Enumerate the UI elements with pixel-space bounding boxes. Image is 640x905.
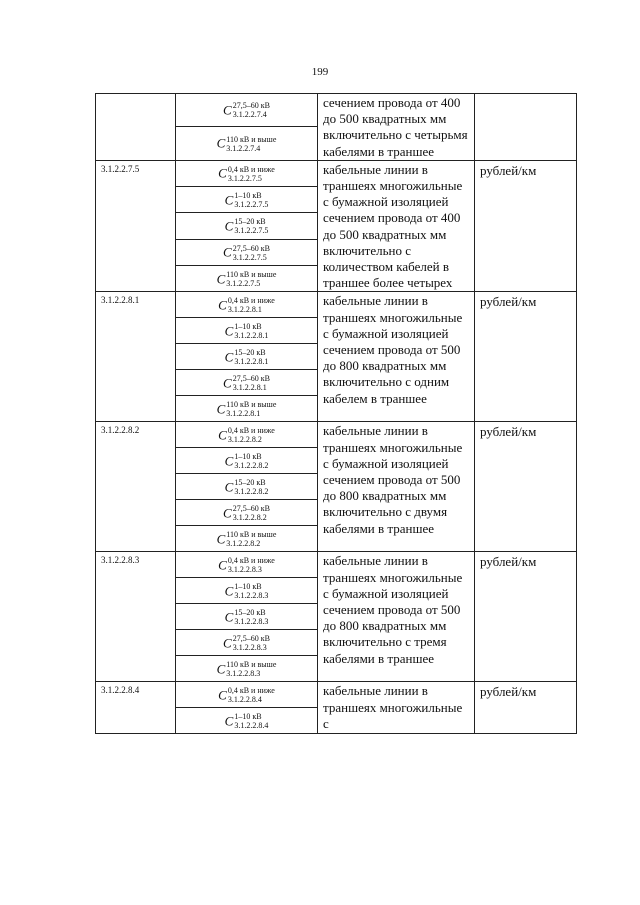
rate-formula bbox=[218, 164, 275, 182]
rate-letter: C bbox=[218, 297, 227, 313]
rate-symbol bbox=[176, 630, 318, 656]
rate-letter: C bbox=[223, 375, 232, 391]
rate-index: 3.1.2.2.8.3 bbox=[226, 669, 261, 679]
rate-symbol bbox=[176, 187, 318, 213]
row-description: кабельные линии в траншеях многожильные с бумажной изоляцией сечением провода от 400 до 500 квадратных мм включительно с количеством кабелей в траншее более четырех bbox=[318, 160, 475, 292]
rate-index: 3.1.2.2.8.3 bbox=[234, 591, 269, 601]
rate-index: 3.1.2.2.8.4 bbox=[227, 695, 262, 705]
row-code: 3.1.2.2.8.4 bbox=[96, 682, 176, 734]
rate-formula bbox=[225, 478, 269, 496]
rate-symbol bbox=[176, 239, 318, 265]
table-body bbox=[96, 94, 577, 734]
page-number: 199 bbox=[311, 66, 329, 78]
rate-formula bbox=[218, 686, 275, 704]
rate-formula bbox=[223, 243, 270, 261]
rate-index: 3.1.2.2.7.5 bbox=[234, 199, 269, 209]
row-code: 3.1.2.2.7.5 bbox=[96, 160, 176, 292]
voltage-class: 0,4 кВ и ниже bbox=[227, 296, 275, 306]
row-code: 3.1.2.2.8.1 bbox=[96, 292, 176, 422]
rate-symbol bbox=[176, 396, 318, 422]
rate-formula bbox=[225, 608, 269, 626]
table-row bbox=[96, 292, 577, 318]
rate-index: 3.1.2.2.7.5 bbox=[226, 278, 261, 288]
table-row bbox=[96, 94, 577, 127]
rate-symbol bbox=[176, 422, 318, 448]
row-unit: рублей/км bbox=[475, 422, 577, 552]
rate-formula bbox=[217, 660, 277, 678]
voltage-class: 15–20 кВ bbox=[234, 608, 266, 618]
rate-formula bbox=[225, 452, 269, 470]
rate-symbol bbox=[176, 344, 318, 370]
rate-index: 3.1.2.2.8.3 bbox=[232, 643, 267, 653]
tariff-table bbox=[95, 93, 577, 734]
rate-letter: C bbox=[223, 102, 232, 118]
rate-letter: C bbox=[216, 135, 226, 151]
rate-index: 3.1.2.2.8.3 bbox=[234, 617, 269, 627]
rate-symbol bbox=[176, 127, 318, 160]
rate-symbol bbox=[176, 94, 318, 127]
rate-letter: C bbox=[216, 270, 226, 286]
voltage-class: 110 кВ и выше bbox=[226, 269, 277, 279]
voltage-class: 1–10 кВ bbox=[234, 322, 262, 332]
row-code: 3.1.2.2.8.2 bbox=[96, 422, 176, 552]
rate-index: 3.1.2.2.8.1 bbox=[232, 383, 267, 393]
rate-index: 3.1.2.2.8.1 bbox=[227, 305, 262, 315]
voltage-class: 0,4 кВ и ниже bbox=[227, 686, 275, 696]
voltage-class: 27,5–60 кВ bbox=[232, 243, 270, 253]
rate-symbol bbox=[176, 213, 318, 239]
row-description: кабельные линии в траншеях многожильные с бумажной изоляцией сечением провода от 500 до 800 квадратных мм включительно с двумя кабелями в траншее bbox=[318, 422, 475, 552]
rate-index: 3.1.2.2.8.4 bbox=[234, 721, 269, 731]
rate-letter: C bbox=[224, 349, 234, 365]
rate-formula bbox=[225, 712, 269, 730]
voltage-class: 110 кВ и выше bbox=[226, 660, 277, 670]
table-row bbox=[96, 552, 577, 578]
rate-index: 3.1.2.2.7.5 bbox=[232, 252, 267, 262]
row-code bbox=[96, 94, 176, 161]
rate-symbol bbox=[176, 578, 318, 604]
rate-symbol bbox=[176, 708, 318, 734]
rate-letter: C bbox=[224, 323, 234, 339]
rate-formula bbox=[225, 582, 269, 600]
rate-symbol bbox=[176, 370, 318, 396]
voltage-class: 1–10 кВ bbox=[234, 190, 262, 200]
rate-formula bbox=[225, 217, 269, 235]
rate-letter: C bbox=[216, 401, 226, 417]
rate-index: 3.1.2.2.8.2 bbox=[232, 513, 267, 523]
row-unit: рублей/км bbox=[475, 682, 577, 734]
voltage-class: 110 кВ и выше bbox=[226, 134, 277, 144]
rate-formula bbox=[223, 374, 270, 392]
rate-formula bbox=[218, 426, 275, 444]
rate-formula bbox=[223, 504, 270, 522]
row-unit bbox=[475, 94, 577, 161]
rate-index: 3.1.2.2.7.4 bbox=[232, 110, 267, 120]
rate-formula bbox=[225, 191, 269, 209]
rate-index: 3.1.2.2.8.2 bbox=[234, 487, 269, 497]
row-description: кабельные линии в траншеях многожильные с бумажной изоляцией сечением провода от 500 до 800 квадратных мм включительно с одним кабелем в траншее bbox=[318, 292, 475, 422]
voltage-class: 0,4 кВ и ниже bbox=[227, 426, 275, 436]
rate-letter: C bbox=[224, 191, 234, 207]
voltage-class: 0,4 кВ и ниже bbox=[227, 164, 275, 174]
rate-letter: C bbox=[218, 427, 227, 443]
rate-formula bbox=[217, 270, 277, 288]
rate-formula bbox=[218, 296, 275, 314]
rate-index: 3.1.2.2.8.1 bbox=[226, 409, 261, 419]
rate-symbol bbox=[176, 526, 318, 552]
rate-formula bbox=[217, 400, 277, 418]
row-description: сечением провода от 400 до 500 квадратных мм включительно с четырьмя кабелями в траншее bbox=[318, 94, 475, 161]
voltage-class: 15–20 кВ bbox=[234, 478, 266, 488]
table-row bbox=[96, 422, 577, 448]
rate-letter: C bbox=[218, 557, 227, 573]
rate-symbol bbox=[176, 474, 318, 500]
rate-formula bbox=[217, 530, 277, 548]
voltage-class: 27,5–60 кВ bbox=[232, 101, 270, 111]
row-description: кабельные линии в траншеях многожильные с bbox=[318, 682, 475, 734]
rate-symbol bbox=[176, 682, 318, 708]
rate-formula bbox=[217, 134, 277, 152]
rate-letter: C bbox=[224, 479, 234, 495]
rate-letter: C bbox=[218, 165, 227, 181]
rate-symbol bbox=[176, 500, 318, 526]
rate-letter: C bbox=[223, 505, 232, 521]
rate-index: 3.1.2.2.8.2 bbox=[227, 435, 262, 445]
voltage-class: 0,4 кВ и ниже bbox=[227, 556, 275, 566]
voltage-class: 110 кВ и выше bbox=[226, 530, 277, 540]
row-unit: рублей/км bbox=[475, 292, 577, 422]
voltage-class: 1–10 кВ bbox=[234, 712, 262, 722]
rate-index: 3.1.2.2.8.2 bbox=[234, 461, 269, 471]
voltage-class: 27,5–60 кВ bbox=[232, 634, 270, 644]
rate-letter: C bbox=[218, 687, 227, 703]
rate-letter: C bbox=[224, 218, 234, 234]
row-unit: рублей/км bbox=[475, 552, 577, 682]
voltage-class: 15–20 кВ bbox=[234, 348, 266, 358]
rate-letter: C bbox=[224, 453, 234, 469]
rate-letter: C bbox=[223, 635, 232, 651]
rate-symbol bbox=[176, 448, 318, 474]
rate-symbol bbox=[176, 656, 318, 682]
rate-formula bbox=[225, 322, 269, 340]
rate-symbol bbox=[176, 552, 318, 578]
rate-index: 3.1.2.2.7.5 bbox=[234, 226, 269, 236]
voltage-class: 1–10 кВ bbox=[234, 582, 262, 592]
rate-symbol bbox=[176, 160, 318, 186]
rate-letter: C bbox=[223, 244, 232, 260]
rate-formula bbox=[218, 556, 275, 574]
rate-index: 3.1.2.2.8.2 bbox=[226, 539, 261, 549]
row-code: 3.1.2.2.8.3 bbox=[96, 552, 176, 682]
rate-letter: C bbox=[224, 583, 234, 599]
voltage-class: 15–20 кВ bbox=[234, 217, 266, 227]
rate-formula bbox=[223, 634, 270, 652]
table-row bbox=[96, 682, 577, 708]
rate-index: 3.1.2.2.8.3 bbox=[227, 565, 262, 575]
voltage-class: 27,5–60 кВ bbox=[232, 504, 270, 514]
rate-letter: C bbox=[216, 661, 226, 677]
rate-index: 3.1.2.2.7.4 bbox=[226, 143, 261, 153]
table-row bbox=[96, 160, 577, 186]
rate-index: 3.1.2.2.8.1 bbox=[234, 357, 269, 367]
rate-symbol bbox=[176, 318, 318, 344]
row-unit: рублей/км bbox=[475, 160, 577, 292]
voltage-class: 27,5–60 кВ bbox=[232, 374, 270, 384]
rate-letter: C bbox=[216, 531, 226, 547]
rate-letter: C bbox=[224, 609, 234, 625]
rate-formula bbox=[225, 348, 269, 366]
rate-letter: C bbox=[224, 713, 234, 729]
rate-symbol bbox=[176, 292, 318, 318]
voltage-class: 110 кВ и выше bbox=[226, 400, 277, 410]
voltage-class: 1–10 кВ bbox=[234, 452, 262, 462]
rate-formula bbox=[223, 101, 270, 119]
rate-index: 3.1.2.2.7.5 bbox=[227, 173, 262, 183]
row-description: кабельные линии в траншеях многожильные с бумажной изоляцией сечением провода от 500 до 800 квадратных мм включительно с тремя кабелями в траншее bbox=[318, 552, 475, 682]
rate-symbol bbox=[176, 266, 318, 292]
rate-symbol bbox=[176, 604, 318, 630]
rate-index: 3.1.2.2.8.1 bbox=[234, 331, 269, 341]
